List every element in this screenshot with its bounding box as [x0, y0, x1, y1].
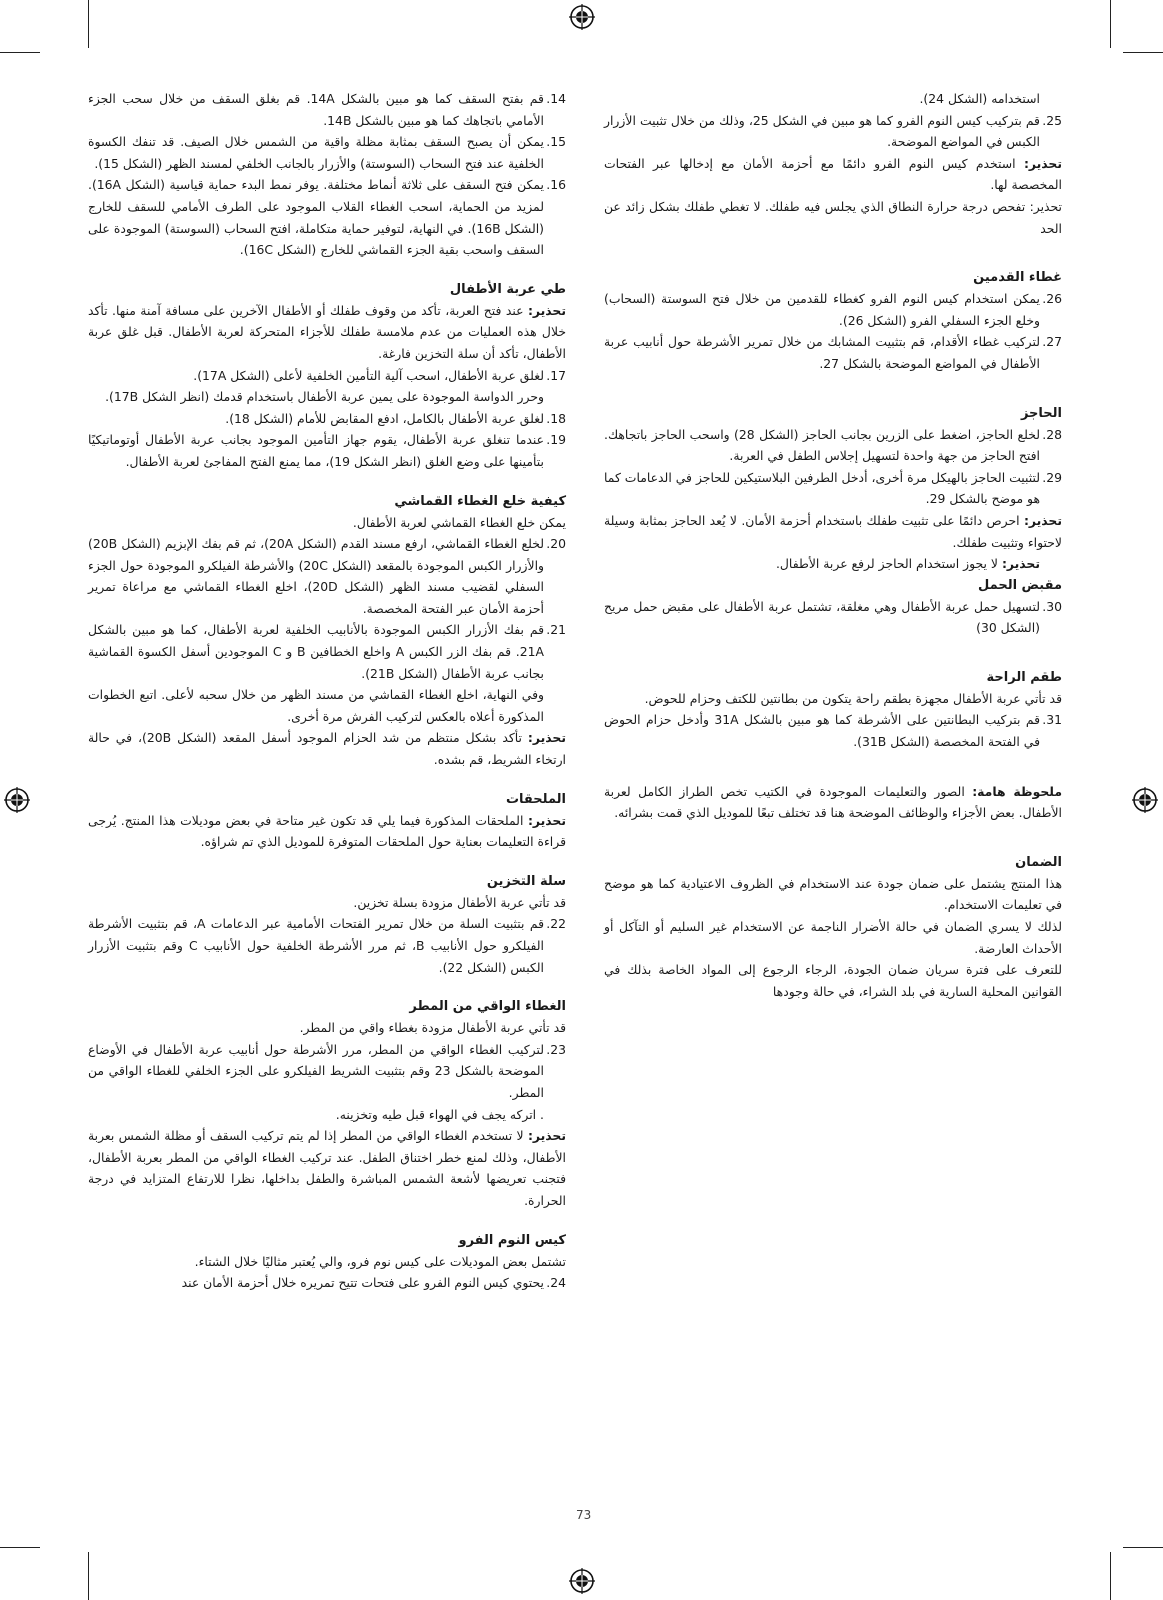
list-item-25 — [604, 110, 1062, 153]
section-heading-accessories: الملحقات — [505, 791, 566, 807]
warning-label: تحذير: — [527, 812, 566, 828]
warning-folding — [88, 300, 566, 365]
warning-label: تحذير: — [1023, 155, 1062, 171]
list-item-31 — [604, 709, 1062, 752]
section-heading-footmuff: غطاء القدمين — [973, 270, 1062, 286]
item-number: 14. — [546, 91, 566, 106]
crop-mark-bottom-right-horizontal — [1123, 1547, 1163, 1548]
important-note — [604, 781, 1062, 824]
list-item-20 — [88, 533, 566, 619]
item-text: يمكن فتح السقف على ثلاثة أنماط مختلفة. يوفر نمط البدء حماية قياسية (الشكل 16A). لمزيد من الحماية، اسحب الغطاء القلاب الموجود على الطرف الأمامي للسقف للخارج (الشكل 16B). في النهاية، لتوفير حماية متكاملة، افتح السحاب (السوستة) الموجودة على السقف واسحب بقية الجزء القماشي للخارج (الشكل 16C). — [88, 177, 544, 258]
item-number: 17. — [546, 367, 566, 383]
section-heading-basket: سلة التخزين — [486, 873, 566, 889]
left-column — [88, 88, 566, 1294]
warning-bumper-2 — [604, 553, 1062, 575]
item-number: 30. — [1042, 598, 1062, 614]
item-17-continuation: وحرر الدواسة الموجودة على يمين عربة الأطفال باستخدام قدمك (انظر الشكل 17B). — [105, 389, 544, 405]
warning-text: استخدم كيس النوم الفرو دائمًا مع أحزمة الأمان مع إدخالها عبر الفتحات المخصصة لها. — [604, 155, 1062, 193]
warning-bumper-1 — [604, 510, 1062, 553]
item-text: لتركيب غطاء الأقدام، قم بتثبيت المشابك من خلال تمرير الأشرطة حول أنابيب عربة الأطفال في المواضع الموضحة بالشكل 27. — [604, 334, 1040, 371]
warning-label: تحذير: — [527, 1128, 566, 1144]
fabric-removal-intro: يمكن خلع الغطاء القماشي لعربة الأطفال. — [352, 514, 566, 530]
list-item-27 — [604, 331, 1062, 374]
item-23-continuation: . اتركه يجف في الهواء قبل طيه وتخزينه. — [335, 1106, 544, 1122]
item-number: 18. — [546, 410, 566, 426]
item-text: قم بفتح السقف كما هو مبين بالشكل 14A. قم بغلق السقف من خلال سحب الجزء الأمامي باتجاهك كما هو مبين بالشكل 14B. — [88, 91, 544, 128]
item-number: 20. — [546, 536, 566, 552]
warning-text: احرص دائمًا على تثبيت طفلك باستخدام أحزمة الأمان. لا يُعد الحاجز بمثابة وسيلة لاحتواء وتثبيت طفلك. — [604, 512, 1062, 550]
list-item-18 — [88, 408, 566, 430]
registration-mark-top-icon — [569, 4, 595, 30]
section-heading-fabric-removal: كيفية خلع الغطاء القماشي — [394, 493, 566, 509]
list-item-28 — [604, 424, 1062, 467]
section-heading-comfort-set: طقم الراحة — [986, 669, 1062, 685]
crop-mark-bottom-right-vertical — [1110, 1552, 1111, 1600]
warning-label: تحذير: — [1023, 512, 1062, 528]
warning-label: تحذير: — [527, 302, 566, 318]
warranty-paragraph-3: للتعرف على فترة سريان ضمان الجودة، الرجاء الرجوع إلى المواد الخاصة بذلك في القوانين المحلية السارية في بلد الشراء، في حالة وجودها — [604, 962, 1062, 999]
warning-text: لا يجوز استخدام الحاجز لرفع عربة الأطفال. — [775, 556, 1002, 572]
item-text: لتسهيل حمل عربة الأطفال وهي مغلقة، تشتمل عربة الأطفال على مقبض حمل مريح (الشكل 30) — [604, 598, 1040, 636]
item-number: 22. — [546, 916, 566, 932]
item-number: 25. — [1042, 112, 1062, 128]
list-item-15 — [88, 131, 566, 174]
item-text: لتثبيت الحاجز بالهيكل مرة أخرى، أدخل الطرفين البلاستيكين للحاجز في الدعامات كما هو موضح بالشكل 29. — [604, 469, 1040, 507]
list-item-26 — [604, 288, 1062, 331]
item-text: قم بتثبيت السلة من خلال تمرير الفتحات الأمامية عبر الدعامات A، قم بتثبيت الأشرطة الفيلكرو حول الأنابيب B، ثم مرر الأشرطة الخلفية حول الأنابيب C وقم بتثبيت الأزرار الكبس (الشكل 22). — [88, 916, 544, 975]
warning-accessories — [88, 810, 566, 853]
warning-text: عند فتح العربة، تأكد من وقوف طفلك أو الأطفال الآخرين على مسافة آمنة منها. تأكد خلال هذه العمليات من عدم ملامسة طفلك للأجزاء المتحركة لعربة الأطفال. قبل غلق عربة الأطفال، تأكد أن سلة التخزين فارغة. — [88, 302, 566, 361]
list-item-29 — [604, 467, 1062, 510]
list-item-14 — [88, 88, 566, 131]
crop-mark-top-right-vertical — [1110, 0, 1111, 48]
section-heading-fur-sleeping-bag: كيس النوم الفرو — [458, 1232, 566, 1248]
comfort-set-intro: قد تأتي عربة الأطفال مجهزة بطقم راحة يتكون من بطانتين للكتف وحزام للحوض. — [644, 690, 1062, 706]
crop-mark-top-left-vertical — [88, 0, 89, 48]
crop-mark-bottom-left-horizontal — [0, 1547, 40, 1548]
item-number: 29. — [1042, 469, 1062, 485]
warning-label: تحذير: — [527, 730, 566, 746]
rain-cover-intro: قد تأتي عربة الأطفال مزودة بغطاء واقي من المطر. — [299, 1020, 566, 1036]
item-text: قم بفك الأزرار الكبس الموجودة بالأنابيب الخلفية لعربة الأطفال، كما هو مبين بالشكل 21A. قم بفك الزر الكبس A واخلع الخطافين B و C الموجودين أسفل الكسوة القماشية بجانب عربة الأطفال (الشكل 21B). — [88, 622, 544, 681]
list-item-22 — [88, 913, 566, 978]
item-text: لغلق عربة الأطفال بالكامل، ادفع المقابض للأمام (الشكل 18). — [225, 410, 544, 426]
page-number: 73 — [576, 1508, 592, 1522]
item-number: 21. — [546, 622, 566, 638]
item-text: لتركيب الغطاء الواقي من المطر، مرر الأشرطة حول أنابيب عربة الأطفال في الأوضاع الموضحة بالشكل 23 وقم بتثبيت الشريط الفيلكرو على الجزء الخلفي للغطاء الواقي من المطر. — [88, 1041, 544, 1100]
right-column — [604, 88, 1062, 1002]
section-heading-rain-cover: الغطاء الواقي من المطر — [409, 999, 566, 1015]
item-text: يحتوي كيس النوم الفرو على فتحات تتيح تمريره خلال أحزمة الأمان عند — [181, 1275, 544, 1291]
warning-text: لا تستخدم الغطاء الواقي من المطر إذا لم يتم تركيب السقف أو مظلة الشمس بعربة الأطفال، وذلك لمنع خطر اختناق الطفل. عند تركيب الغطاء الواقي من المطر بعربة الأطفال، فتجنب تعريضها لأشعة الشمس المباشرة والطفل بداخلها، نظرا للارتفاع المتزايد في درجة الحرارة. — [88, 1128, 566, 1208]
crop-mark-bottom-left-vertical — [88, 1552, 89, 1600]
item-text: لغلق عربة الأطفال، اسحب آلية التأمين الخلفية لأعلى (الشكل 17A). — [193, 367, 544, 383]
note-label: ملحوظة هامة: — [972, 783, 1063, 799]
item-text: لخلع الحاجز، اضغط على الزرين بجانب الحاجز (الشكل 28) واسحب الحاجز باتجاهك. افتح الحاجز من جهة واحدة لتسهيل إجلاس الطفل في العربة. — [604, 426, 1040, 464]
list-item-21 — [88, 619, 566, 684]
intro-continuation: استخدامه (الشكل 24). — [919, 91, 1040, 106]
crop-mark-top-left-horizontal — [0, 52, 40, 53]
warning-rain-cover — [88, 1125, 566, 1211]
warranty-paragraph-1: هذا المنتج يشتمل على ضمان جودة عند الاستخدام في الظروف الاعتيادية كما هو موضح في تعليمات الاستخدام. — [604, 875, 1062, 913]
item-number: 19. — [546, 432, 566, 448]
registration-mark-left-icon — [4, 787, 30, 813]
warning-label: تحذير: — [1001, 556, 1040, 572]
note-text: الصور والتعليمات الموجودة في الكتيب تخص الطراز الكامل لعربة الأطفال. بعض الأجزاء والوظائف الموضحة هنا قد تختلف تبعًا للموديل الذي قمت بشرائه. — [604, 783, 1062, 821]
item-text: عندما تنغلق عربة الأطفال، يقوم جهاز التأمين الموجود بجانب عربة الأطفال أوتوماتيكيًا بتأمينها على وضع الغلق (انظر الشكل 19)، مما يمنع الفتح المفاجئ لعربة الأطفال. — [88, 432, 544, 469]
list-item-23 — [88, 1039, 566, 1104]
warning-text: تأكد بشكل منتظم من شد الحزام الموجود أسفل المقعد (الشكل 20B)، في حالة ارتخاء الشريط، قم بشده. — [88, 730, 566, 768]
warning-label: تحذير: — [1029, 198, 1062, 214]
item-number: 26. — [1042, 291, 1062, 307]
item-number: 15. — [546, 134, 566, 150]
warning-text: الملحقات المذكورة فيما يلي قد تكون غير متاحة في بعض موديلات هذا المنتج. يُرجى قراءة التعليمات بعناية حول الملحقات المتوفرة للموديل الذي تم شراؤه. — [88, 812, 566, 850]
warning-text: تفحص درجة حرارة النطاق الذي يجلس فيه طفلك. لا تغطي طفلك بشكل زائد عن الحد — [604, 198, 1062, 236]
item-number: 24. — [546, 1275, 566, 1291]
warning-fabric — [88, 727, 566, 770]
warranty-paragraph-2: لذلك لا يسري الضمان في حالة الأضرار الناجمة عن الاستخدام غير السليم أو التآكل أو الأحداث العارضة. — [604, 919, 1062, 956]
section-heading-carry-handle: مقبض الحمل — [978, 577, 1062, 593]
item-text: يمكن أن يصبح السقف بمثابة مظلة واقية من الشمس خلال الصيف. قد تنفك الكسوة الخلفية عند فتح السحاب (السوستة) والأزرار بالجانب الخلفي لمسند الظهر (الشكل 15). — [88, 134, 544, 171]
item-text: يمكن استخدام كيس النوم الفرو كغطاء للقدمين من خلال فتح السوستة (السحاب) وخلع الجزء السفلي الفرو (الشكل 26). — [604, 291, 1040, 328]
section-heading-warranty: الضمان — [1015, 854, 1062, 870]
item-number: 31. — [1042, 712, 1062, 728]
list-item-30 — [604, 596, 1062, 639]
list-item-17 — [88, 365, 566, 387]
item-number: 28. — [1042, 426, 1062, 442]
item-text: لخلع الغطاء القماشي، ارفع مسند القدم (الشكل 20A)، ثم قم بفك الإبزيم (الشكل 20B) والأزرار الكبس الموجودة بالمقعد (الشكل 20C) والأشرطة الفيلكرو الموجودة حول الجزء السفلي لقضيب مسند الظهر (الشكل 20D)، اخلع الغطاء القماشي مع مراعاة تمرير أحزمة الأمان عبر الفتحة المخصصة. — [88, 536, 544, 616]
fur-sleeping-bag-intro: تشتمل بعض الموديلات على كيس نوم فرو، والي يُعتبر مثاليًا خلال الشتاء. — [194, 1253, 566, 1269]
item-number: 23. — [546, 1041, 566, 1057]
item-text: قم بتركيب كيس النوم الفرو كما هو مبين في الشكل 25، وذلك من خلال تثبيت الأزرار الكبس في المواضع الموضحة. — [604, 112, 1040, 150]
list-item-19 — [88, 429, 566, 472]
item-21-continuation: وفي النهاية، اخلع الغطاء القماشي من مسند الظهر من خلال سحبه لأعلى. اتبع الخطوات المذكورة أعلاه بالعكس لتركيب الفرش مرة أخرى. — [88, 687, 544, 724]
basket-intro: قد تأتي عربة الأطفال مزودة بسلة تخزين. — [353, 894, 566, 910]
item-number: 27. — [1042, 334, 1062, 350]
section-heading-folding: طي عربة الأطفال — [449, 281, 566, 297]
crop-mark-top-right-horizontal — [1123, 52, 1163, 53]
list-item-16 — [88, 174, 566, 260]
registration-mark-bottom-icon — [569, 1568, 595, 1594]
registration-mark-right-icon — [1132, 787, 1158, 813]
warning-temperature — [604, 196, 1062, 239]
warning-sleeping-bag — [604, 153, 1062, 196]
item-number: 16. — [546, 177, 566, 193]
list-item-24 — [88, 1272, 566, 1294]
section-heading-bumper-bar: الحاجز — [1020, 405, 1062, 421]
item-text: قم بتركيب البطانتين على الأشرطة كما هو مبين بالشكل 31A وأدخل حزام الحوض في الفتحة المخصصة (الشكل 31B). — [604, 712, 1040, 750]
